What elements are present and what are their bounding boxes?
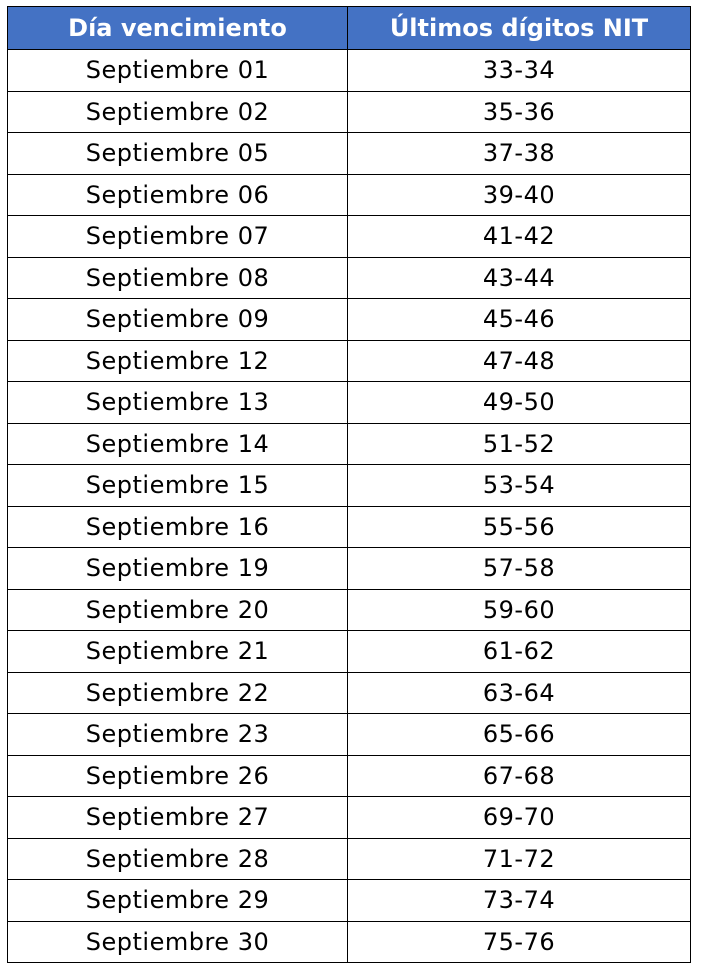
- nit-digits-cell: 65-66: [348, 714, 691, 756]
- table-row: [8, 672, 691, 714]
- table-body: [8, 50, 691, 963]
- table-row: [8, 423, 691, 465]
- table-row: [8, 880, 691, 922]
- nit-digits-cell: 75-76: [348, 921, 691, 963]
- nit-digits-cell: 35-36: [348, 91, 691, 133]
- due-day-cell: Septiembre 01: [8, 50, 348, 92]
- due-day-cell: Septiembre 02: [8, 91, 348, 133]
- nit-digits-cell: 63-64: [348, 672, 691, 714]
- table-row: [8, 382, 691, 424]
- nit-digits-cell: 51-52: [348, 423, 691, 465]
- due-day-cell: Septiembre 08: [8, 257, 348, 299]
- table-row: [8, 921, 691, 963]
- nit-digits-cell: 41-42: [348, 216, 691, 258]
- due-day-cell: Septiembre 12: [8, 340, 348, 382]
- table-row: [8, 548, 691, 590]
- due-day-cell: Septiembre 15: [8, 465, 348, 507]
- table-row: [8, 465, 691, 507]
- table-row: [8, 91, 691, 133]
- nit-digits-cell: 53-54: [348, 465, 691, 507]
- nit-digits-cell: 61-62: [348, 631, 691, 673]
- nit-digits-cell: 49-50: [348, 382, 691, 424]
- table-row: [8, 174, 691, 216]
- due-day-cell: Septiembre 28: [8, 838, 348, 880]
- nit-digits-cell: 55-56: [348, 506, 691, 548]
- due-day-cell: Septiembre 26: [8, 755, 348, 797]
- table-row: [8, 506, 691, 548]
- due-day-cell: Septiembre 05: [8, 133, 348, 175]
- nit-digits-cell: 45-46: [348, 299, 691, 341]
- due-day-cell: Septiembre 16: [8, 506, 348, 548]
- nit-digits-cell: 73-74: [348, 880, 691, 922]
- due-day-cell: Septiembre 14: [8, 423, 348, 465]
- due-day-cell: Septiembre 22: [8, 672, 348, 714]
- nit-digits-cell: 57-58: [348, 548, 691, 590]
- due-day-cell: Septiembre 21: [8, 631, 348, 673]
- nit-digits-cell: 39-40: [348, 174, 691, 216]
- header-row: [8, 7, 691, 50]
- due-day-cell: Septiembre 29: [8, 880, 348, 922]
- due-day-cell: Septiembre 27: [8, 797, 348, 839]
- due-day-cell: Septiembre 13: [8, 382, 348, 424]
- table-header: [8, 7, 691, 50]
- due-day-cell: Septiembre 19: [8, 548, 348, 590]
- due-day-cell: Septiembre 20: [8, 589, 348, 631]
- due-day-cell: Septiembre 06: [8, 174, 348, 216]
- nit-digits-cell: 37-38: [348, 133, 691, 175]
- header-nit-digits: Últimos dígitos NIT: [348, 7, 691, 50]
- nit-digits-cell: 67-68: [348, 755, 691, 797]
- table-row: [8, 631, 691, 673]
- table-row: [8, 755, 691, 797]
- due-day-cell: Septiembre 07: [8, 216, 348, 258]
- table-row: [8, 797, 691, 839]
- table-row: [8, 50, 691, 92]
- nit-digits-cell: 43-44: [348, 257, 691, 299]
- table-row: [8, 133, 691, 175]
- table-row: [8, 216, 691, 258]
- table-row: [8, 299, 691, 341]
- nit-digits-cell: 69-70: [348, 797, 691, 839]
- due-day-cell: Septiembre 09: [8, 299, 348, 341]
- nit-digits-cell: 47-48: [348, 340, 691, 382]
- due-day-cell: Septiembre 23: [8, 714, 348, 756]
- header-due-day: Día vencimiento: [8, 7, 348, 50]
- table-row: [8, 340, 691, 382]
- nit-digits-cell: 33-34: [348, 50, 691, 92]
- nit-digits-cell: 71-72: [348, 838, 691, 880]
- table-row: [8, 589, 691, 631]
- table-row: [8, 257, 691, 299]
- table-row: [8, 714, 691, 756]
- due-dates-table: [7, 6, 691, 963]
- due-day-cell: Septiembre 30: [8, 921, 348, 963]
- table-row: [8, 838, 691, 880]
- nit-digits-cell: 59-60: [348, 589, 691, 631]
